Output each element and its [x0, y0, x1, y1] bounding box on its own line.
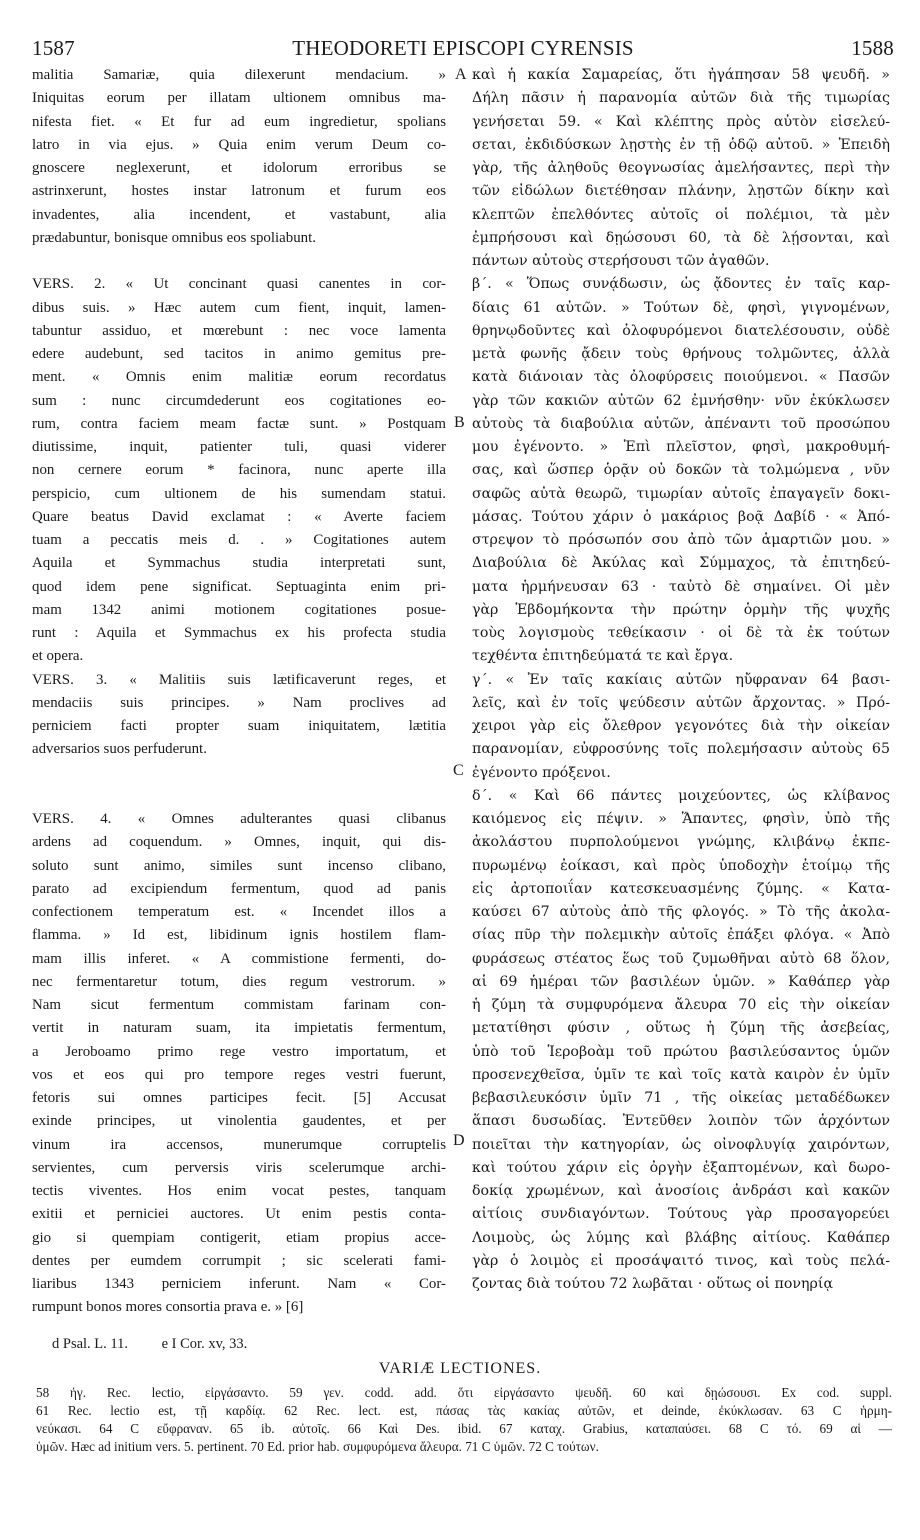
greek-line: ἐμπρήσουσι καὶ δῃώσουσι 60, τὰ δὲ λῄσονται, καὶ — [472, 229, 890, 246]
greek-line: δ΄. « Καὶ 66 πάντες μοιχεύοντες, ὡς κλίβανος — [472, 787, 890, 804]
variae-line: 61 Rec. lectio est, τῇ καρδίᾳ. 62 Rec. lect. est, πάσας τὰς κακίας αὐτῶν, et deinde, ἐκύκλωσαν. 63 C ἡρμη- — [36, 1403, 892, 1418]
latin-line: fetoris sui omnes participes fecit. [5] Accusat — [32, 1090, 446, 1106]
greek-line: ἅπασι δυσωδίας. Ἐντεῦθεν λοιπὸν τῶν ἀρχόντων — [472, 1113, 890, 1130]
greek-line: προσενεχθεῖσα, ὑμῖν τε καὶ τοῖς κατὰ καιρὸν ἐν ὑμῖν — [472, 1066, 890, 1083]
latin-line: a Jeroboamo primo rege vestro importatum, et — [32, 1043, 446, 1060]
latin-line: nifesta fiet. « Et fur ad eum ingredietur, spolians — [32, 113, 446, 130]
greek-line: κατὰ διάνοιαν τὰς ὀλοφύρσεις ποιούμενοι. « Πασῶν — [472, 369, 890, 386]
latin-line: liaribus 1343 perniciem inferunt. Nam « Cor- — [32, 1276, 446, 1292]
latin-line: dibus suis. » Hæc autem cum fient, inquit, lamen- — [32, 299, 446, 316]
latin-line: vertit in naturam suam, ita impietatis fermentum, — [32, 1020, 446, 1037]
running-header — [32, 36, 894, 64]
latin-line — [32, 250, 446, 273]
greek-line: κλεπτῶν ἐπελθόντες αὐτοῖς οἱ πολέμιοι, τὰ μὲν — [472, 206, 890, 223]
latin-line: VERS. 3. « Malitiis suis lætificaverunt reges, et — [32, 671, 446, 688]
latin-line: VERS. 4. « Omnes adulterantes quasi clibanus — [32, 811, 446, 827]
latin-line: ardens ad coquendum. » Omnes, inquit, qui dis- — [32, 834, 446, 851]
latin-line: invadentes, alia incendent, et vastabunt, alia — [32, 206, 446, 223]
greek-line: τεχθέντα ἐπιτηδεύματά τε καὶ ἔργα. — [472, 648, 734, 665]
latin-line: diutissime, inquit, patienter tuli, quasi viderer — [32, 439, 446, 455]
latin-line: VERS. 2. « Ut concinant quasi canentes in cor- — [32, 276, 446, 293]
greek-line: μετὰ φωνῆς ᾄδειν τοὺς θρήνους τολμῶντες, ἀλλὰ — [472, 346, 890, 362]
latin-column — [32, 64, 446, 1320]
latin-line: tuam a peccatis meis d. . » Cogitationes autem — [32, 532, 446, 548]
greek-line: μου ἐγένοντο. » Ἐπὶ πλεῖστον, φησὶ, μακροθυμή- — [472, 439, 890, 455]
variae-line: 58 ἠγ. Rec. lectio, εἰργάσαντο. 59 γεν. codd. add. ὅτι εἰργάσαντο ψευδῆ. 60 καὶ δῃώσουσι. Ex cod. suppl. — [36, 1385, 892, 1400]
greek-line: γὰρ, τῆς ἀληθοῦς θεογνωσίας ἀμελήσαντες, περὶ τὴν — [472, 160, 890, 176]
greek-line: βεβασιλευκόσιν ὑμῖν 71 , τῆς οἰκείας μεταδέδωκεν — [472, 1090, 890, 1106]
greek-line: δοκίᾳ χρωμένων, καὶ ἀνοσίοις ἀνδράσι καὶ κακῶν — [472, 1183, 890, 1199]
greek-line: παρανομίαν, εὐφροσύνης τοῖς πολεμήσασιν αὐτοὺς 65 — [472, 741, 890, 758]
latin-line: sum : nunc circumdederunt eos cogitationes eo- — [32, 392, 446, 409]
greek-line: σεται, ἐκδιδύσκων λῃστὴς ἐν τῇ ὁδῷ αὐτοῦ. » Ἐπειδὴ — [472, 136, 890, 153]
greek-line: τοὺς λογισμοὺς τεθείκασιν · οἱ δὲ τὰ ἐκ τούτων — [472, 625, 890, 641]
greek-line: γὰρ τῶν κακιῶν αὐτῶν 62 ἐμνήσθην· νῦν ἐκύκλωσεν — [472, 392, 890, 409]
latin-line: Iniquitas eorum per illatam ultionem omnibus ma- — [32, 90, 446, 107]
latin-line: soluto sunt animo, similes sunt incenso clibano, — [32, 857, 446, 874]
latin-line: non cernere eorum * facinora, nunc aperte illa — [32, 462, 446, 479]
margin-letter-a: A — [455, 66, 467, 83]
footnote-e: e I Cor. xv, 33. — [161, 1336, 248, 1352]
latin-line: perspicio, cum ultionem de his sumendam statui. — [32, 485, 446, 502]
greek-line: θρηνῳδοῦντες καὶ ὀλοφυρόμενοι διατελέσουσιν, οὐδὲ — [472, 322, 890, 339]
greek-line: τῶν εἰδώλων διετέθησαν πλάνην, λῃστῶν δίκην καὶ — [472, 183, 890, 200]
variae-line: ὑμῶν. Hæc ad initium vers. 5. pertinent. 70 Ed. prior hab. συμφυρόμενα ἄλευρα. 71 C ὑμῶν. 72 C τούτων. — [36, 1439, 599, 1454]
margin-letter-b: B — [454, 414, 465, 431]
footnote-d: d Psal. L. 11. — [52, 1336, 128, 1352]
greek-line: καύσει 67 αὐτοὺς ἀπὸ τῆς φλογός. » Τὸ τῆς ἀκολα- — [472, 904, 890, 920]
greek-line: ἀκολάστου πυρπολούμενοι γνώμης, κλιβάνῳ ἐκπε- — [472, 834, 890, 851]
latin-line: nec fermentaretur totum, dies regum vestrorum. » — [32, 973, 446, 990]
latin-line: servientes, cum perversis viris scelerumque archi- — [32, 1159, 446, 1176]
latin-line: Quare beatus David exclamat : « Averte faciem — [32, 508, 446, 525]
greek-line: πάντων αὐτοὺς στερήσουσι τῶν ἀγαθῶν. — [472, 253, 770, 269]
latin-line: et opera. — [32, 648, 84, 665]
variae-lectiones — [36, 1384, 892, 1456]
greek-line: αἱ 69 ἡμέραι τῶν βασιλέων ὑμῶν. » Καθάπερ γὰρ — [472, 973, 890, 990]
latin-line: gio si quempiam contigerit, etiam propius acce- — [32, 1229, 446, 1246]
latin-line: vos et eos qui pro tempore reges vestri fuerunt, — [32, 1066, 446, 1083]
greek-line: Διαβούλια δὲ Ἀκύλας καὶ Σύμμαχος, τὰ ἐπιτηδεύ- — [472, 555, 890, 572]
latin-line: vinum ira accensos, munerumque corruptelis — [32, 1136, 446, 1153]
greek-line: καὶ ἡ κακία Σαμαρείας, ὅτι ἠγάπησαν 58 ψευδῆ. » — [472, 67, 890, 83]
latin-line: malitia Samariæ, quia dilexerunt mendacium. » — [32, 67, 446, 83]
greek-line: αἰτίοις συνδιαγόντων. Τούτους γὰρ προσαγορεύει — [472, 1206, 890, 1223]
margin-letter-c: C — [453, 762, 464, 779]
latin-line: adversarios suos perfuderunt. — [32, 741, 207, 758]
latin-line: flamma. » Id est, libidinum ignis hostilem flam- — [32, 927, 446, 944]
latin-line: tabuntur assiduo, et mœrebunt : nec voce lamenta — [32, 322, 446, 339]
latin-line — [32, 785, 446, 808]
variae-heading: VARIÆ LECTIONES. — [378, 1360, 542, 1377]
greek-line: σας, καὶ ὥσπερ ὁρᾷν οὐ δοκῶν τὰ τολμώμενα , νῦν — [472, 462, 890, 479]
greek-line: στρεψον τὸ πρόσωπόν σου ἀπὸ τῶν ἁμαρτιῶν μου. » — [472, 532, 890, 548]
latin-line: runt : Aquila et Symmachus ex his profecta studia — [32, 625, 446, 641]
greek-line: δίαις 61 αὐτῶν. » Τούτων δὲ, φησὶ, γιγνομένων, — [472, 299, 890, 316]
greek-line: ζοντας διὰ τούτου 72 λωβᾶται · οὕτως οἱ πονηρίᾳ — [472, 1276, 834, 1292]
margin-letter-d: D — [453, 1132, 465, 1149]
greek-line: γὰρ Ἑβδομήκοντα τὴν πρώτην ὁρμὴν τῆς ψυχῆς — [472, 601, 890, 618]
latin-line: latro in via ejus. » Quia enim verum Deum co- — [32, 136, 446, 153]
latin-line: exinde principes, ut vinolentia gaudentes, et per — [32, 1113, 446, 1130]
running-title: THEODORETI EPISCOPI CYRENSIS — [292, 36, 634, 60]
greek-line: ἐγένοντο πρόξενοι. — [472, 764, 611, 781]
latin-line: rum, contra faciem meam factæ sunt. » Postquam — [32, 415, 446, 432]
greek-line: ποιεῖται τὴν κατηγορίαν, ὡς οἰνοφλυγίᾳ χαιρόντων, — [472, 1136, 890, 1153]
greek-line: γ΄. « Ἐν ταῖς κακίαις αὐτῶν ηὔφραναν 64 βασι- — [472, 671, 890, 688]
greek-line: γὰρ ὁ λοιμὸς εἰ προσάψαιτό τινος, καὶ τοὺς πελά- — [472, 1252, 890, 1269]
latin-line: confectionem temperatum est. « Incendet illos a — [32, 904, 446, 920]
page-number-left: 1587 — [32, 36, 75, 60]
latin-line: astrinxerunt, hostes instar latronum et furum eos — [32, 183, 446, 200]
greek-line: γενήσεται 59. « Καὶ κλέπτης πρὸς αὐτὸν εἰσελεύ- — [472, 113, 890, 130]
greek-line: Δήλη πᾶσιν ἡ παρανομία αὐτῶν διὰ τῆς τιμωρίας — [472, 90, 890, 107]
latin-line: Nam sicut fermentum commistam farinam con- — [32, 997, 446, 1013]
latin-line: rumpunt bonos mores consortia prava e. » [6] — [32, 1299, 304, 1316]
latin-line: tectis viventes. Hos enim vocat pestes, tanquam — [32, 1183, 446, 1199]
latin-line: mendaciis suis principes. » Nam proclives ad — [32, 694, 446, 711]
greek-line: σαφῶς αὐτὰ θεωρῶ, τιμωρίαν αὐτοῖς ἐπαγαγεῖν δοκι- — [472, 485, 890, 502]
latin-line — [32, 762, 446, 785]
latin-line: dentes per eumdem corrumpit ; sic scelerati fami- — [32, 1252, 446, 1269]
greek-line: β΄. « Ὅπως συνᾴδωσιν, ὡς ᾄδοντες ἐν ταῖς καρ- — [472, 276, 890, 293]
greek-line: λεῖς, καὶ ἐν τοῖς ψεύδεσιν αὐτῶν ἄρχοντας. » Πρό- — [472, 694, 890, 711]
greek-line: χειροι γὰρ εἰς ὄλεθρον γεγονότες διὰ τὴν οἰκείαν — [472, 718, 890, 734]
page-number-right: 1588 — [851, 36, 894, 60]
latin-line: mam illis inferet. « A commistione fermenti, do- — [32, 950, 446, 967]
latin-line: prædabuntur, bonisque omnibus eos spoliabunt. — [32, 229, 316, 246]
latin-line: parato ad excipiendum fermentum, quod ad panis — [32, 880, 446, 897]
latin-line: gnoscere neglexerunt, et idolorum erroribus se — [32, 160, 446, 176]
greek-line: καιόμενος εἰς πέψιν. » Ἅπαντες, φησὶν, ὑπὸ τῆς — [472, 811, 890, 827]
greek-line: φυράσεως στέατος ἕως τοῦ ζυμωθῆναι αὐτὸ 68 ὅλον, — [472, 950, 890, 967]
greek-line: μάσας. Τούτου χάριν ὁ μακάριος βοᾷ Δαβίδ · « Ἀπό- — [472, 508, 890, 525]
greek-line: σίας πῦρ τὴν πολεμικὴν αὐτοῖς ἐπάξει φλόγα. « Ἀπὸ — [472, 927, 890, 944]
greek-line: καὶ τούτου χάριν εἰς ὀργὴν ἐξαπτομένων, καὶ δωρο- — [472, 1159, 890, 1176]
latin-line: perniciem facti propter suam iniquitatem, lætitia — [32, 718, 446, 734]
footnotes — [52, 1336, 277, 1353]
latin-line: mam 1342 animi motionem cogitationes posue- — [32, 601, 446, 618]
greek-line: πυρωμένῳ ἐοίκασι, καὶ πρὸς ὑποδοχὴν ἑτοίμῳ τῆς — [472, 857, 890, 874]
latin-line: ment. « Omnis enim malitiæ eorum recordatus — [32, 369, 446, 386]
greek-line: ὑπὸ τοῦ Ἱεροβοὰμ τοῦ πρώτου βασιλεύσαντος ὑμῶν — [472, 1043, 890, 1060]
greek-line: μετατίθησι φύσιν , οὕτως ἡ ζύμη τῆς ἀσεβείας, — [472, 1020, 890, 1037]
variae-line: νεύκασι. 64 C εὔφραναν. 65 ib. αὐτοῖς. 66 Καὶ Des. ibid. 67 καταχ. Grabius, καταπαύσει. 68 C τό. 69 αἱ — — [36, 1421, 892, 1436]
greek-column — [472, 64, 890, 1296]
greek-line: αὐτοὺς τὰ διαβούλια αὐτῶν, ἀπέναντι τοῦ προσώπου — [472, 415, 890, 432]
greek-line: ἡ ζύμη τὰ συμφυρόμενα ἄλευρα 70 εἰς τὴν οἰκείαν — [472, 997, 890, 1013]
greek-line: Λοιμοὺς, ὡς λύμης καὶ βλάβης αἰτίους. Καθάπερ — [472, 1229, 890, 1246]
latin-line: Aquila et Symmachus studia interpretati sunt, — [32, 555, 446, 572]
latin-line: quod idem pene significat. Septuaginta enim pri- — [32, 578, 446, 595]
latin-line: edere audebunt, sed tacitos in animo gemitus pre- — [32, 346, 446, 362]
greek-line: ματα ἡρμήνευσαν 63 · ταὐτὸ δὲ σημαίνει. Οἱ μὲν — [472, 578, 890, 595]
latin-line: exitii et perniciei auctores. Ut enim pestis conta- — [32, 1206, 446, 1223]
greek-line: εἰς ἀρτοποιΐαν κατεσκευασμένης ζύμης. « Κατα- — [472, 880, 890, 897]
